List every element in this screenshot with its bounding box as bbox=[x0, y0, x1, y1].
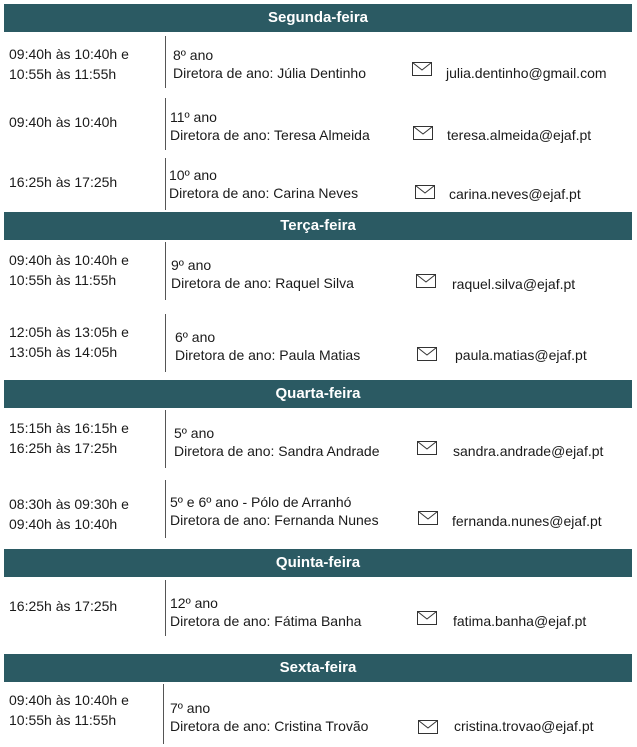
day-header-quarta: Quarta-feira bbox=[4, 380, 632, 408]
time-slot bbox=[9, 112, 117, 132]
class-info bbox=[170, 594, 361, 630]
time-slot bbox=[9, 250, 129, 290]
time-line-2: 10:55h às 11:55h bbox=[9, 712, 117, 728]
grade-label: 5º ano bbox=[174, 425, 215, 441]
email-link[interactable]: carina.neves@ejaf.pt bbox=[449, 186, 581, 202]
class-info bbox=[173, 46, 366, 82]
class-info bbox=[174, 424, 379, 460]
grade-label: 9º ano bbox=[171, 257, 212, 273]
director-label: Diretora de ano: Fernanda Nunes bbox=[170, 512, 379, 528]
time-slot bbox=[9, 44, 129, 84]
time-line-2: 10:55h às 11:55h bbox=[9, 272, 117, 288]
divider bbox=[165, 98, 166, 150]
schedule-entry bbox=[4, 580, 632, 638]
envelope-icon[interactable] bbox=[417, 611, 437, 625]
day-header-quinta: Quinta-feira bbox=[4, 549, 632, 577]
director-label: Diretora de ano: Raquel Silva bbox=[171, 275, 354, 291]
divider bbox=[165, 36, 166, 88]
schedule-entry bbox=[4, 98, 632, 152]
director-label: Diretora de ano: Sandra Andrade bbox=[174, 443, 380, 459]
schedule-entry bbox=[4, 36, 632, 90]
grade-label: 5º e 6º ano - Pólo de Arranhó bbox=[170, 494, 352, 510]
time-line-1: 16:25h às 17:25h bbox=[9, 598, 118, 614]
grade-label: 10º ano bbox=[169, 167, 217, 183]
envelope-icon[interactable] bbox=[416, 274, 436, 288]
email-link[interactable]: sandra.andrade@ejaf.pt bbox=[453, 443, 604, 459]
envelope-icon[interactable] bbox=[417, 441, 437, 455]
director-label: Diretora de ano: Cristina Trovão bbox=[170, 718, 369, 734]
divider bbox=[165, 158, 166, 210]
divider bbox=[163, 684, 164, 744]
envelope-icon[interactable] bbox=[417, 347, 437, 361]
time-line-1: 09:40h às 10:40h bbox=[9, 114, 118, 130]
envelope-icon[interactable] bbox=[418, 720, 438, 734]
time-line-1: 15:15h às 16:15h e bbox=[9, 420, 129, 436]
director-label: Diretora de ano: Carina Neves bbox=[169, 185, 359, 201]
divider bbox=[165, 480, 166, 538]
divider bbox=[165, 410, 166, 468]
envelope-icon[interactable] bbox=[415, 185, 435, 199]
grade-label: 8º ano bbox=[173, 47, 214, 63]
schedule-entry bbox=[4, 684, 632, 746]
envelope-icon[interactable] bbox=[418, 511, 438, 525]
day-header-sexta: Sexta-feira bbox=[4, 654, 632, 682]
time-line-1: 09:40h às 10:40h e bbox=[9, 46, 129, 62]
time-line-2: 10:55h às 11:55h bbox=[9, 66, 117, 82]
email-link[interactable]: raquel.silva@ejaf.pt bbox=[452, 276, 576, 292]
grade-label: 7º ano bbox=[170, 700, 211, 716]
envelope-icon[interactable] bbox=[412, 62, 432, 76]
time-slot bbox=[9, 690, 129, 730]
time-line-1: 09:40h às 10:40h e bbox=[9, 252, 129, 268]
class-info bbox=[171, 256, 354, 292]
grade-label: 12º ano bbox=[170, 595, 218, 611]
director-label: Diretora de ano: Paula Matias bbox=[175, 347, 361, 363]
time-line-1: 08:30h às 09:30h e bbox=[9, 496, 129, 512]
schedule-entry bbox=[4, 242, 632, 304]
email-link[interactable]: julia.dentinho@gmail.com bbox=[446, 65, 607, 81]
time-line-1: 09:40h às 10:40h e bbox=[9, 692, 129, 708]
time-slot bbox=[9, 322, 129, 362]
class-info bbox=[170, 493, 379, 529]
time-line-1: 16:25h às 17:25h bbox=[9, 174, 118, 190]
schedule-entry bbox=[4, 314, 632, 376]
divider bbox=[165, 580, 166, 636]
email-link[interactable]: fernanda.nunes@ejaf.pt bbox=[452, 513, 602, 529]
class-info bbox=[170, 108, 370, 144]
class-info bbox=[169, 166, 358, 202]
grade-label: 6º ano bbox=[175, 329, 216, 345]
grade-label: 11º ano bbox=[170, 109, 217, 125]
envelope-icon[interactable] bbox=[413, 126, 433, 140]
time-line-1: 12:05h às 13:05h e bbox=[9, 324, 129, 340]
email-link[interactable]: fatima.banha@ejaf.pt bbox=[453, 613, 587, 629]
schedule-entry bbox=[4, 410, 632, 472]
time-slot bbox=[9, 596, 117, 616]
email-link[interactable]: teresa.almeida@ejaf.pt bbox=[447, 127, 592, 143]
director-label: Diretora de ano: Júlia Dentinho bbox=[173, 65, 367, 81]
director-label: Diretora de ano: Teresa Almeida bbox=[170, 127, 370, 143]
email-link[interactable]: paula.matias@ejaf.pt bbox=[455, 347, 587, 363]
schedule-entry bbox=[4, 480, 632, 542]
time-line-2: 13:05h às 14:05h bbox=[9, 344, 118, 360]
schedule-entry bbox=[4, 158, 632, 210]
divider bbox=[165, 242, 166, 300]
day-header-segunda: Segunda-feira bbox=[4, 4, 632, 32]
divider bbox=[165, 314, 166, 372]
email-link[interactable]: cristina.trovao@ejaf.pt bbox=[454, 718, 594, 734]
time-line-2: 09:40h às 10:40h bbox=[9, 516, 118, 532]
time-slot bbox=[9, 172, 117, 192]
director-label: Diretora de ano: Fátima Banha bbox=[170, 613, 362, 629]
time-slot bbox=[9, 418, 129, 458]
class-info bbox=[175, 328, 360, 364]
class-info bbox=[170, 699, 368, 735]
time-line-2: 16:25h às 17:25h bbox=[9, 440, 118, 456]
time-slot bbox=[9, 494, 129, 534]
day-header-terca: Terça-feira bbox=[4, 212, 632, 240]
